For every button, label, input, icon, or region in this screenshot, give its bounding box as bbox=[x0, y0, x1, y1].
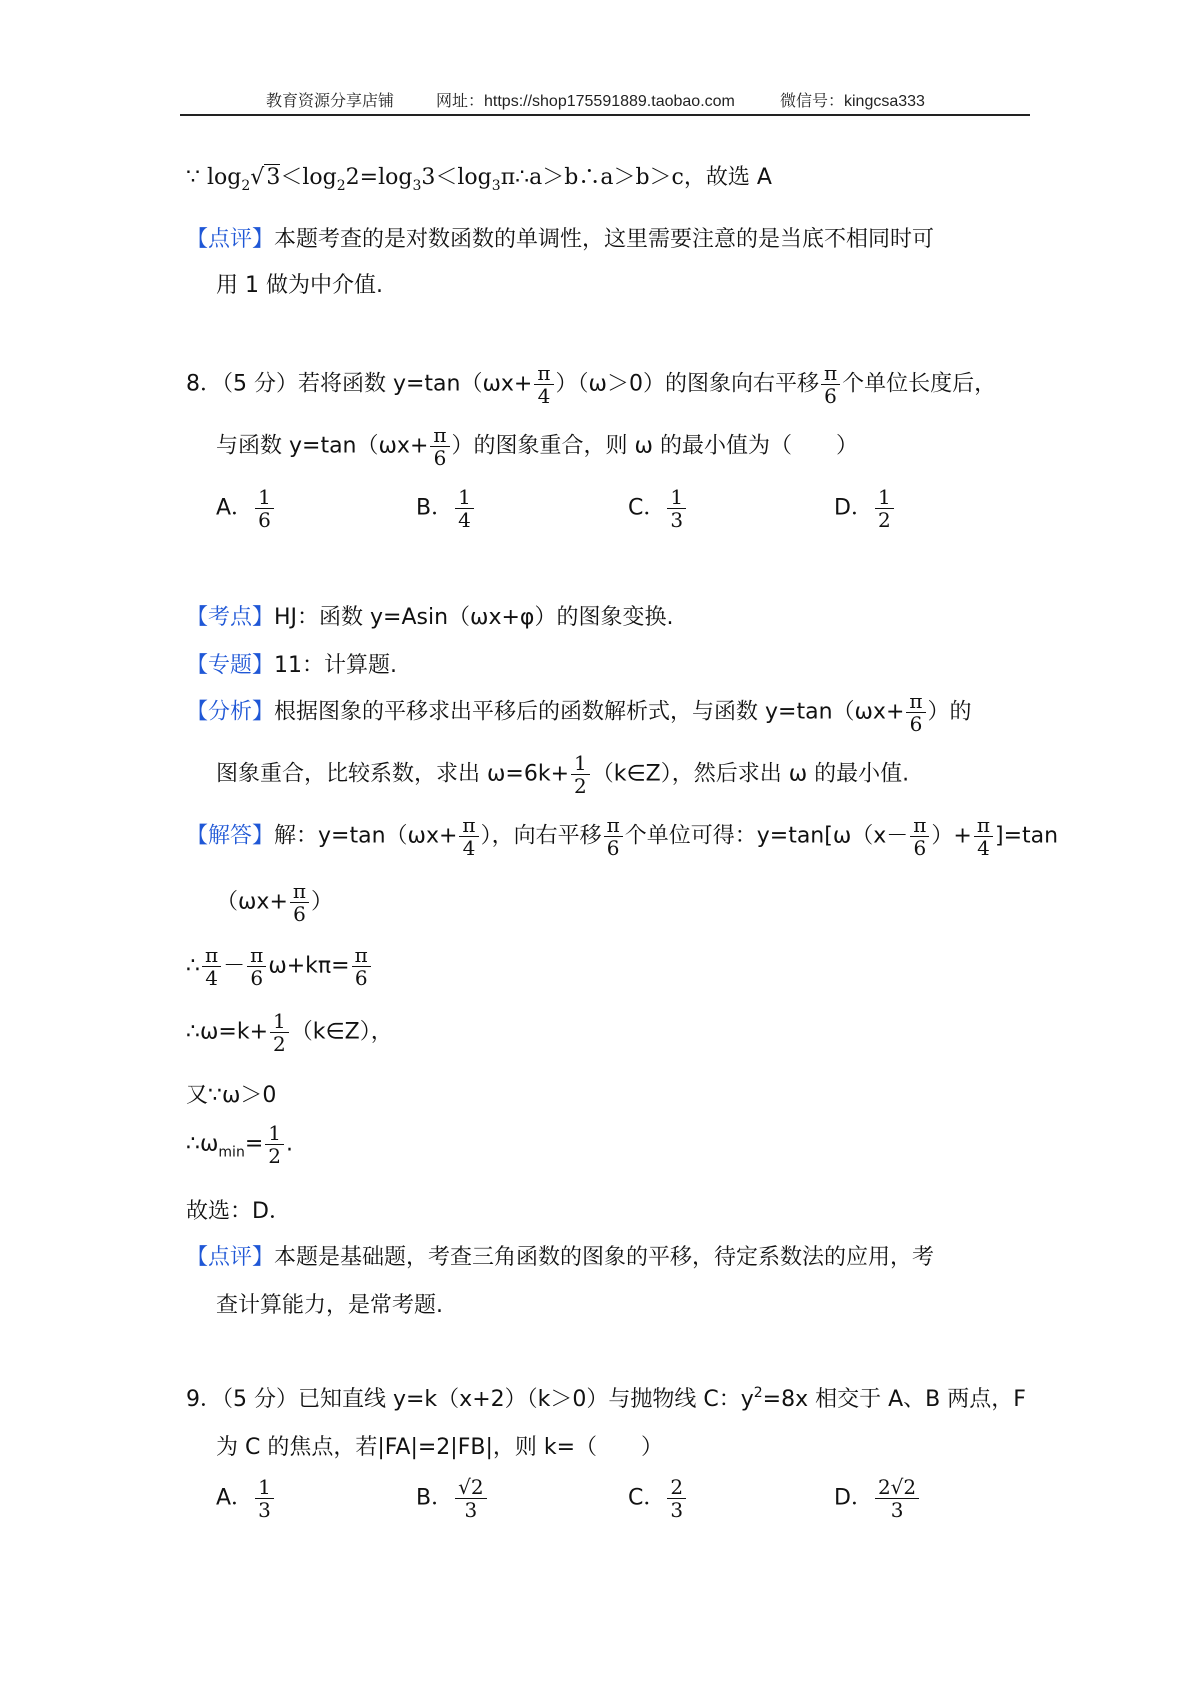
q8-option-a[interactable]: A． $\frac{1}{6}$ bbox=[216, 486, 276, 531]
dianping-text: 本题是基础题，考查三角函数的图象的平移，待定系数法的应用，考 bbox=[274, 1245, 935, 1270]
q9-stem-line1: 9．（5 分）已知直线 y=k（x+2）（k＞0）与抛物线 C：$y^2=8x$ 相交于 A、B 两点，F bbox=[186, 1385, 1026, 1412]
q8-stem-line2 bbox=[216, 424, 858, 469]
log-term: log bbox=[207, 165, 242, 190]
jieda-tag: 【解答】 bbox=[186, 823, 275, 849]
fraction: $\frac{\pi}{6}$ bbox=[430, 424, 449, 469]
q8-jieda-line2: （ωx+ $\frac{\pi}{6}$ ） bbox=[216, 879, 334, 926]
q8-step-2: ∴ω=k+ $\frac{1}{2}$ （k∈Z）， bbox=[186, 1009, 393, 1056]
q8-stem-text: 8．（5 分）若将函数 y=tan（ωx+ bbox=[186, 371, 533, 397]
q8-zhuanti bbox=[186, 648, 397, 679]
q8-stem-text: ）的图象重合，则 ω 的最小值为（ ） bbox=[451, 433, 858, 459]
kaodian-tag: 【考点】 bbox=[186, 605, 275, 630]
comment-text: 本题考查的是对数函数的单调性，这里需要注意的是当底不相同时可 bbox=[274, 227, 935, 252]
header-url: 网址：https://shop175591889.taobao.com bbox=[436, 93, 735, 110]
log-base: 2 bbox=[241, 178, 251, 194]
q8-stem-text: 与函数 y=tan（ωx+ bbox=[216, 433, 429, 459]
q8-dianping-line2: 查计算能力，是常考题. bbox=[216, 1293, 443, 1318]
q8-stem-line1 bbox=[186, 362, 996, 407]
q9-stem-line2: 为 C 的焦点，若|FA|=2|FB|，则 k=（ ） bbox=[216, 1435, 664, 1460]
log-term: log bbox=[457, 165, 492, 190]
q8-option-b[interactable]: B． $\frac{1}{4}$ bbox=[416, 486, 476, 531]
less-than: ＜ bbox=[280, 165, 303, 190]
header-wechat: 微信号：kingcsa333 bbox=[780, 93, 925, 110]
fraction: $\frac{1}{2}$ bbox=[571, 752, 590, 797]
sqrt-radicand: 3 bbox=[266, 165, 281, 190]
fraction: $\frac{\pi}{4}$ bbox=[534, 362, 553, 407]
fenxi-text: 图象重合，比较系数，求出 ω=6k+ bbox=[216, 761, 570, 787]
kaodian-text: HJ：函数 y=Asin（ωx+φ）的图象变换. bbox=[274, 605, 674, 630]
log-term: log bbox=[302, 165, 337, 190]
q8-stem-text: 个单位长度后， bbox=[842, 371, 997, 397]
q8-option-d[interactable]: D． $\frac{1}{2}$ bbox=[834, 486, 896, 531]
fenxi-tag: 【分析】 bbox=[186, 699, 275, 725]
log-base: 3 bbox=[412, 178, 422, 194]
q9-option-c[interactable]: C． $\frac{2}{3}$ bbox=[628, 1476, 688, 1521]
q8-stem-text: ）（ω＞0）的图象向右平移 bbox=[555, 371, 819, 397]
page-header bbox=[180, 80, 1030, 116]
q8-step-4: $\therefore\omega_{min}=$ $\frac{1}{2}$ . bbox=[186, 1121, 293, 1168]
prev-comment-line2: 用 1 做为中介值. bbox=[216, 273, 383, 298]
q8-dianping-line1 bbox=[186, 1240, 934, 1271]
fraction: $\frac{\pi}{6}$ bbox=[821, 362, 840, 407]
q9-option-d[interactable]: D． $\frac{2√2}{3}$ bbox=[834, 1476, 921, 1521]
q8-fenxi-line2 bbox=[216, 752, 909, 797]
q8-option-c[interactable]: C． $\frac{1}{3}$ bbox=[628, 486, 688, 531]
answer-choice: ，故选 A bbox=[683, 165, 772, 190]
fenxi-text: ）的 bbox=[927, 699, 972, 725]
q8-fenxi-line1 bbox=[186, 690, 972, 735]
q9-option-a[interactable]: A． $\frac{1}{3}$ bbox=[216, 1476, 276, 1521]
prev-comment-line1 bbox=[186, 222, 934, 253]
equals-term: 2= bbox=[345, 165, 379, 190]
log-base: 3 bbox=[491, 178, 501, 194]
log-comparison bbox=[186, 160, 772, 194]
conclusion: π∴a＞b∴a＞b＞c bbox=[500, 165, 684, 190]
sqrt-symbol: √ bbox=[250, 165, 265, 190]
fraction: $\frac{\pi}{6}$ bbox=[906, 690, 925, 735]
log-term: log bbox=[378, 165, 413, 190]
log-arg: 3 bbox=[421, 165, 436, 190]
q8-step-1: ∴ $\frac{\pi}{4}$ － $\frac{\pi}{6}$ ω+kπ= $\frac{\pi}{6}$ bbox=[186, 944, 373, 989]
log-base: 2 bbox=[336, 178, 346, 194]
fenxi-text: （k∈Z），然后求出 ω 的最小值. bbox=[591, 761, 910, 787]
comment-tag: 【点评】 bbox=[186, 227, 275, 252]
q8-step-5: 故选：D． bbox=[186, 1199, 291, 1224]
because-symbol: ∵ bbox=[186, 165, 200, 190]
q8-step-3: 又∵ω＞0 bbox=[186, 1083, 277, 1108]
q9-option-b[interactable]: B． $\frac{√2}{3}$ bbox=[416, 1476, 489, 1521]
zhuanti-tag: 【专题】 bbox=[186, 653, 275, 678]
dianping-tag: 【点评】 bbox=[186, 1245, 275, 1270]
q8-jieda-line1: 【解答】解：y=tan（ωx+ $\frac{\pi}{4}$ ），向右平移 $\frac{\pi}{6}$ 个单位可得：y=tan[ω（x－ $\frac{\pi}{6}$ ）+ $\frac{\pi}{4}$ ]=tan bbox=[186, 813, 1059, 860]
zhuanti-text: 11：计算题. bbox=[274, 653, 398, 678]
fenxi-text: 根据图象的平移求出平移后的函数解析式，与函数 y=tan（ωx+ bbox=[274, 699, 905, 725]
header-shop: 教育资源分享店铺 bbox=[266, 93, 395, 110]
less-than: ＜ bbox=[435, 165, 458, 190]
q8-kaodian bbox=[186, 600, 673, 631]
